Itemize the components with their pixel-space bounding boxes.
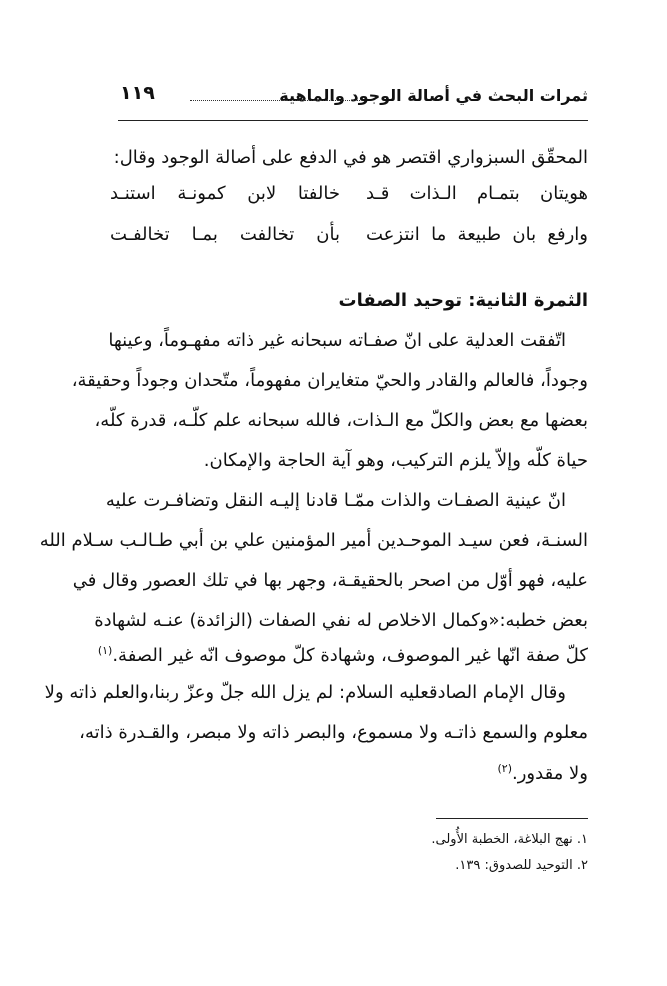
footnote-marker: (١) <box>97 644 113 657</box>
verse-hemistich-right: هويتان بتمـام الـذات قـد <box>366 183 588 204</box>
page-number: ١١٩ <box>120 82 155 104</box>
paragraph-line: معلوم والسمع ذاتـه ولا مسموع، والبصر ذاته ولا مبصر، والقـدرة ذاته، <box>79 722 588 743</box>
paragraph-line-with-note <box>110 755 588 788</box>
verse-hemistich-left: خالفتا لابن كمونـة استنـد <box>110 183 340 204</box>
footnote-2: ٢. التوحيد للصدوق: ١٣٩. <box>455 858 588 873</box>
paragraph-line: حياة كلّه وإلاّ يلزم التركيب، وهو آية الحاجة والإمكان. <box>203 450 588 471</box>
paragraph-line: وقال الإمام الصادقعليه السلام: لم يزل الله جلّ وعزّ ربنا،والعلم ذاته ولا <box>44 682 566 703</box>
section-heading: الثمرة الثانية: توحيد الصفات <box>338 290 588 311</box>
paragraph-line-with-note <box>97 637 588 670</box>
verse-hemistich-left: بأن تخالفت بمـا تخالفـت <box>110 224 340 245</box>
intro-line: المحقّق السبزواري اقتصر هو في الدفع على أصالة الوجود وقال: <box>113 147 588 168</box>
paragraph-line: السنـة، فعن سيـد الموحـدين أمير المؤمنين علي بن أبي طـالـب سـلام الله <box>39 530 588 551</box>
paragraph-line: عليه، فهو أوّل من اصحر بالحقيقـة، وجهر بها في تلك العصور وقال في <box>72 570 588 591</box>
paragraph-text: كلّ صفة انّها غير الموصوف، وشهادة كلّ موصوف انّه غير الصفة. <box>112 645 588 666</box>
paragraph-line: اتّفقت العدلية على انّ صفـاته سبحانه غير ذاته مفهـوماً، وعينها <box>108 330 566 351</box>
paragraph-text: ولا مقدور. <box>512 763 588 784</box>
paragraph-line: بعضها مع بعض والكلّ مع الـذات، فالله سبحانه علم كلّـه، قدرة كلّه، <box>94 410 588 431</box>
paragraph-line: انّ عينية الصفـات والذات ممّـا قادنا إليـه النقل وتضافـرت عليه <box>105 490 566 511</box>
paragraph-line: بعض خطبه:«وكمال الاخلاص له نفي الصفات (الزائدة) عنـه لشهادة <box>94 610 588 631</box>
footnote-separator <box>436 818 588 819</box>
footnote-1: ١. نهج البلاغة، الخطبة الأُولى. <box>431 832 588 847</box>
running-header <box>118 80 588 121</box>
verse-hemistich-right: وارفع بان طبيعة ما انتزعت <box>366 224 588 245</box>
paragraph-line: وجوداً، فالعالم والقادر والحيّ متغايران مفهوماً، متّحدان وجوداً وحقيقة، <box>71 370 588 391</box>
header-dot-leader <box>190 100 360 101</box>
footnote-marker: (٢) <box>497 762 513 775</box>
running-title: ثمرات البحث في أصالة الوجود والماهية <box>279 86 588 105</box>
